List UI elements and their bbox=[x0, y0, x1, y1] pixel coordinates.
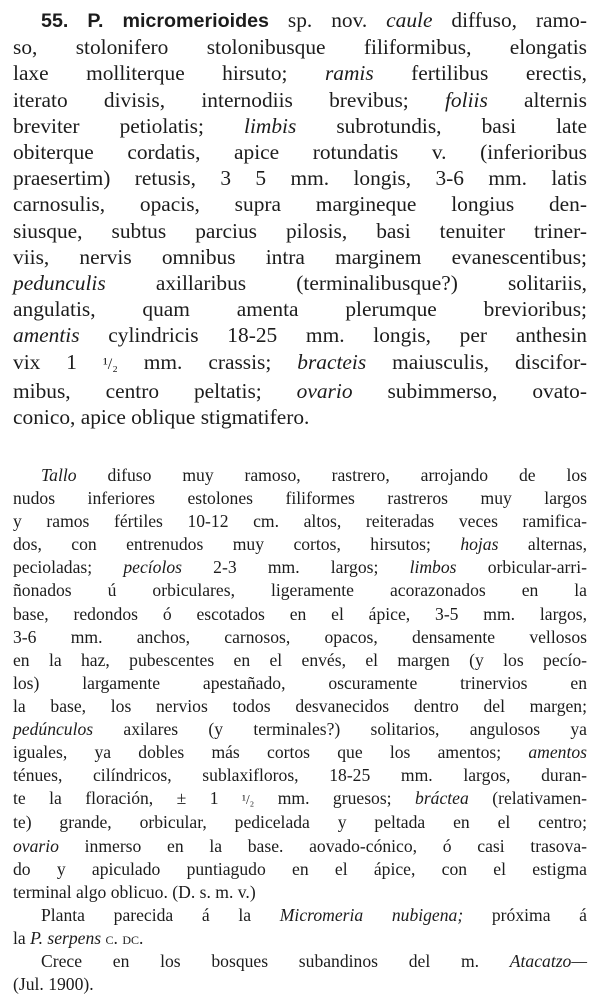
author-abbrev: c. dc. bbox=[101, 927, 144, 948]
text-line: viis, nervis omnibus intra marginem evanescentibus; bbox=[13, 244, 587, 269]
text-line bbox=[13, 718, 587, 741]
text-line bbox=[13, 87, 587, 113]
text-span: dos, con entrenudos muy cortos, hirsutos; bbox=[13, 534, 461, 555]
italic-term: pedúnculos bbox=[13, 719, 94, 740]
fraction: ¹/₂ bbox=[102, 355, 118, 373]
italic-term: foliis bbox=[444, 87, 488, 112]
text-span: maiusculis, discifor- bbox=[366, 349, 587, 374]
text-span: inmerso en la base. aovado-cónico, ó casi trasova- bbox=[58, 835, 587, 856]
text-line bbox=[13, 378, 587, 404]
text-span: pecioladas; bbox=[13, 557, 124, 578]
text-span: mm. crassis; bbox=[117, 349, 298, 374]
text-line: 3-6 mm. anchos, carnosos, opacos, densamente vellosos bbox=[13, 626, 587, 647]
text-span: alternis bbox=[487, 87, 587, 112]
species-number: 55. bbox=[41, 10, 88, 32]
text-line bbox=[13, 927, 587, 950]
text-span: mibus, centro peltatis; bbox=[13, 378, 297, 403]
text-span: Planta parecida á la bbox=[41, 904, 280, 925]
text-span: diffuso, ramo- bbox=[432, 8, 587, 32]
italic-term: ovario bbox=[296, 378, 353, 403]
species-name: P. micromerioides bbox=[87, 10, 269, 32]
italic-term: ramis bbox=[324, 61, 374, 86]
text-span: vix 1 bbox=[13, 349, 103, 374]
text-line: terminal algo oblicuo. (D. s. m. v.) bbox=[13, 881, 256, 902]
text-line: praesertim) retusis, 3 5 mm. longis, 3-6 mm. latis bbox=[13, 166, 587, 191]
text-span: subimmerso, ovato- bbox=[352, 378, 587, 403]
text-line bbox=[13, 787, 587, 811]
italic-term: ovario bbox=[13, 835, 59, 856]
text-span: fertilibus erectis, bbox=[373, 61, 587, 86]
text-line bbox=[13, 835, 587, 858]
text-line: te) grande, orbicular, pedicelada y peltada en el centro; bbox=[13, 812, 587, 833]
text-line: base, redondos ó escotados en el ápice, 3-5 mm. largos, bbox=[13, 603, 587, 624]
text-line: obiterque cordatis, apice rotundatis v. (inferioribus bbox=[13, 140, 587, 165]
text-line bbox=[13, 950, 587, 973]
text-line bbox=[13, 904, 587, 927]
italic-term: amentis bbox=[13, 323, 80, 348]
italic-term: Tallo bbox=[41, 465, 77, 485]
text-span: cylindricis 18-25 mm. longis, per anthesin bbox=[79, 323, 587, 348]
spanish-description bbox=[13, 464, 587, 996]
italic-term: limbis bbox=[244, 113, 297, 138]
text-span: Crece en los bosques subandinos del m. bbox=[41, 950, 510, 971]
text-span: próxima á bbox=[463, 904, 587, 925]
text-line: conico, apice oblique stigmatifero. bbox=[13, 405, 310, 430]
italic-term: pedunculis bbox=[13, 271, 106, 296]
italic-term: hojas bbox=[460, 534, 499, 555]
italic-term: Atacatzo— bbox=[509, 950, 587, 971]
text-span: 2-3 mm. largos; bbox=[181, 557, 410, 578]
italic-term: pecíolos bbox=[123, 557, 182, 578]
text-span: iguales, ya dobles más cortos que los amentos; bbox=[13, 742, 529, 763]
text-line: do y apiculado puntiagudo en el ápice, con el estigma bbox=[13, 858, 587, 879]
text-line: nudos inferiores estolones filiformes rastreros muy largos bbox=[13, 488, 587, 509]
text-line bbox=[13, 322, 587, 348]
italic-term: caule bbox=[386, 8, 433, 32]
text-line: en la haz, pubescentes en el envés, el margen (y los pecío- bbox=[13, 649, 587, 670]
text-span: axillaribus (terminalibusque?) solitariis, bbox=[105, 271, 587, 296]
text-line: carnosulis, opacis, supra margineque longius den- bbox=[13, 192, 587, 217]
text-line bbox=[13, 60, 587, 86]
text-line: (Jul. 1900). bbox=[13, 974, 94, 995]
text-span: laxe molliterque hirsuto; bbox=[13, 61, 325, 86]
text-span: la bbox=[13, 927, 31, 948]
text-span: te la floración, ± 1 bbox=[13, 788, 243, 809]
italic-term: Micromeria nubigena; bbox=[279, 904, 464, 925]
italic-term: bráctea bbox=[415, 788, 469, 809]
text-line: la base, los nervios todos desvanecidos dentro del margen; bbox=[13, 695, 587, 716]
text-line: siusque, subtus parcius pilosis, basi tenuiter triner- bbox=[13, 218, 587, 243]
text-span: iterato divisis, internodiis brevibus; bbox=[13, 87, 445, 112]
text-span: orbicular-arri- bbox=[456, 557, 587, 578]
text-span: mm. gruesos; bbox=[254, 788, 416, 809]
text-line: y ramos fértiles 10-12 cm. altos, reiteradas veces ramifica- bbox=[13, 511, 587, 532]
text-span: breviter petiolatis; bbox=[13, 113, 244, 138]
text-line: ñonados ú orbiculares, ligeramente acorazonados en la bbox=[13, 580, 587, 601]
text-span: (relativamen- bbox=[468, 788, 587, 809]
italic-term: limbos bbox=[409, 557, 457, 578]
text-line bbox=[13, 270, 587, 296]
text-span: difuso muy ramoso, rastrero, arrojando de los bbox=[76, 465, 587, 485]
italic-term: amentos bbox=[528, 742, 587, 763]
text-span: sp. nov. bbox=[268, 8, 387, 32]
text-line bbox=[13, 7, 587, 34]
italic-term: bracteis bbox=[297, 349, 367, 374]
text-line bbox=[13, 113, 587, 139]
text-line bbox=[13, 556, 587, 579]
text-line: angulatis, quam amenta plerumque brevioribus; bbox=[13, 297, 587, 322]
fraction: ¹/₂ bbox=[242, 792, 255, 808]
text-line: los) largamente apestañado, oscuramente trinervios en bbox=[13, 672, 587, 693]
latin-description bbox=[13, 7, 587, 430]
text-line bbox=[13, 464, 587, 487]
text-span: axilares (y terminales?) solitarios, angulosos ya bbox=[93, 719, 587, 740]
text-line bbox=[13, 533, 587, 556]
text-line: ténues, cilíndricos, sublaxifloros, 18-25 mm. largos, duran- bbox=[13, 765, 587, 786]
text-span: subrotundis, basi late bbox=[296, 113, 587, 138]
text-line bbox=[13, 349, 587, 378]
text-line: so, stolonifero stolonibusque filiformibus, elongatis bbox=[13, 35, 587, 60]
text-span: alternas, bbox=[498, 534, 587, 555]
italic-term: P. serpens bbox=[30, 927, 102, 948]
text-line bbox=[13, 741, 587, 764]
